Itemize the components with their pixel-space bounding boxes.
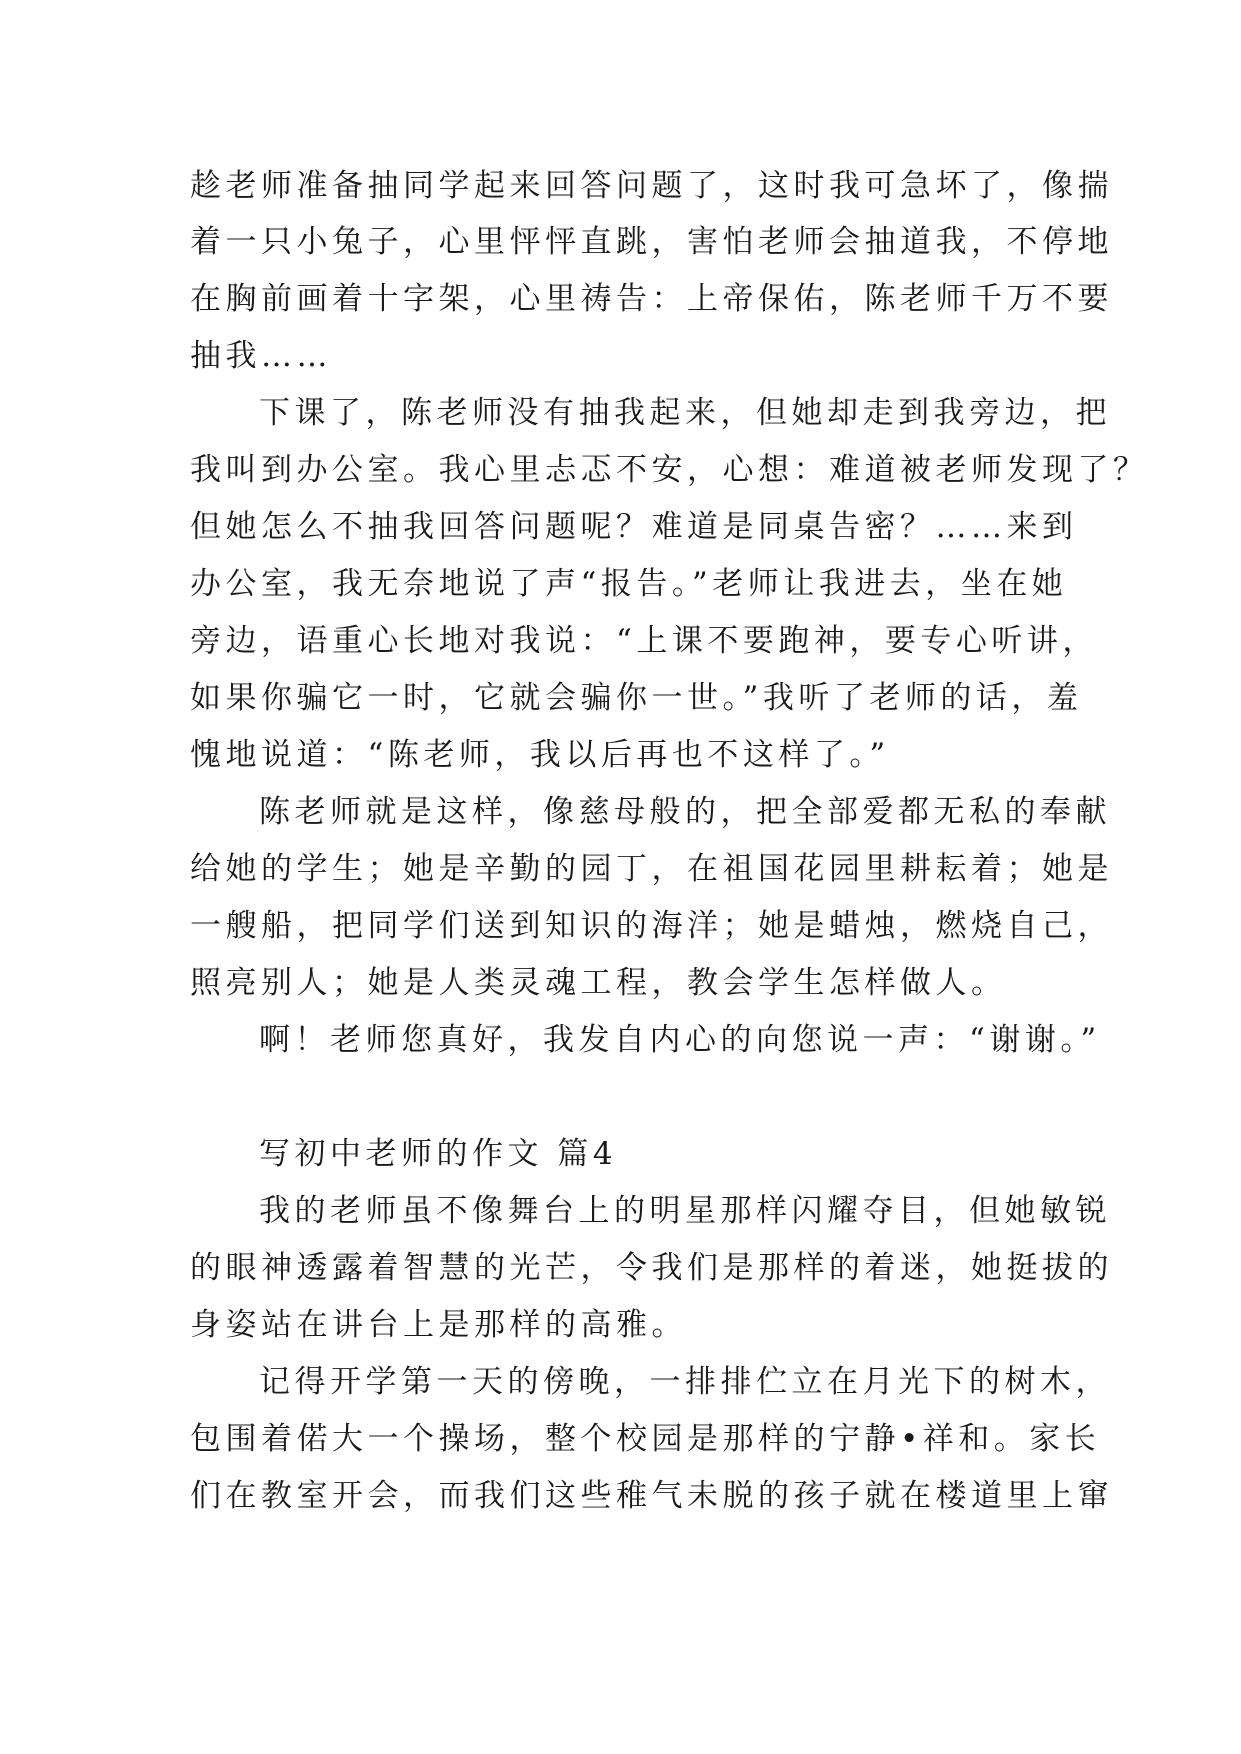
paragraph-line: 身姿站在讲台上是那样的高雅。 — [190, 1307, 687, 1343]
paragraph-line: 我叫到办公室。我心里忐忑不安，心想：难道被老师发现了？ — [190, 452, 1149, 488]
paragraph-line: 愧地说道：“陈老师，我以后再也不这样了。” — [190, 737, 890, 773]
paragraph-line: 办公室，我无奈地说了声“报告。”老师让我进去，坐在她 — [190, 566, 1068, 602]
paragraph-line: 给她的学生；她是辛勤的园丁，在祖国花园里耕耘着；她是 — [190, 851, 1113, 887]
paragraph-line: 的眼神透露着智慧的光芒，令我们是那样的着迷，她挺拔的 — [190, 1250, 1113, 1286]
paragraph-line: 旁边，语重心长地对我说：“上课不要跑神，要专心听讲， — [190, 623, 1098, 659]
paragraph-line: 在胸前画着十字架，心里祷告：上帝保佑，陈老师千万不要 — [190, 281, 1113, 317]
paragraph-line: 一艘船，把同学们送到知识的海洋；她是蜡烛，燃烧自己， — [190, 908, 1113, 944]
paragraph-line: 照亮别人；她是人类灵魂工程，教会学生怎样做人。 — [190, 965, 1007, 1001]
paragraph-line: 下课了，陈老师没有抽我起来，但她却走到我旁边，把 — [259, 395, 1111, 431]
paragraph-line: 记得开学第一天的傍晚，一排排伫立在月光下的树木， — [259, 1364, 1111, 1400]
paragraph-line: 陈老师就是这样，像慈母般的，把全部爱都无私的奉献 — [259, 794, 1111, 830]
paragraph-line: 我的老师虽不像舞台上的明星那样闪耀夺目，但她敏锐 — [259, 1193, 1111, 1229]
paragraph-line: 抽我…… — [190, 338, 332, 374]
paragraph-line: 着一只小兔子，心里怦怦直跳，害怕老师会抽道我，不停地 — [190, 224, 1113, 260]
paragraph-line: 啊！老师您真好，我发自内心的向您说一声：“谢谢。” — [259, 1022, 1101, 1058]
paragraph-line: 包围着偌大一个操场，整个校园是那样的宁静•祥和。家长 — [190, 1421, 1101, 1457]
paragraph-line: 但她怎么不抽我回答问题呢？难道是同桌告密？……来到 — [190, 509, 1078, 545]
paragraph-line: 如果你骗它一时，它就会骗你一世。”我听了老师的话，羞 — [190, 680, 1083, 716]
section-heading: 写初中老师的作文 篇4 — [259, 1136, 618, 1172]
paragraph-line: 趁老师准备抽同学起来回答问题了，这时我可急坏了，像揣 — [190, 168, 1113, 204]
paragraph-line: 们在教室开会，而我们这些稚气未脱的孩子就在楼道里上窜 — [190, 1478, 1113, 1514]
